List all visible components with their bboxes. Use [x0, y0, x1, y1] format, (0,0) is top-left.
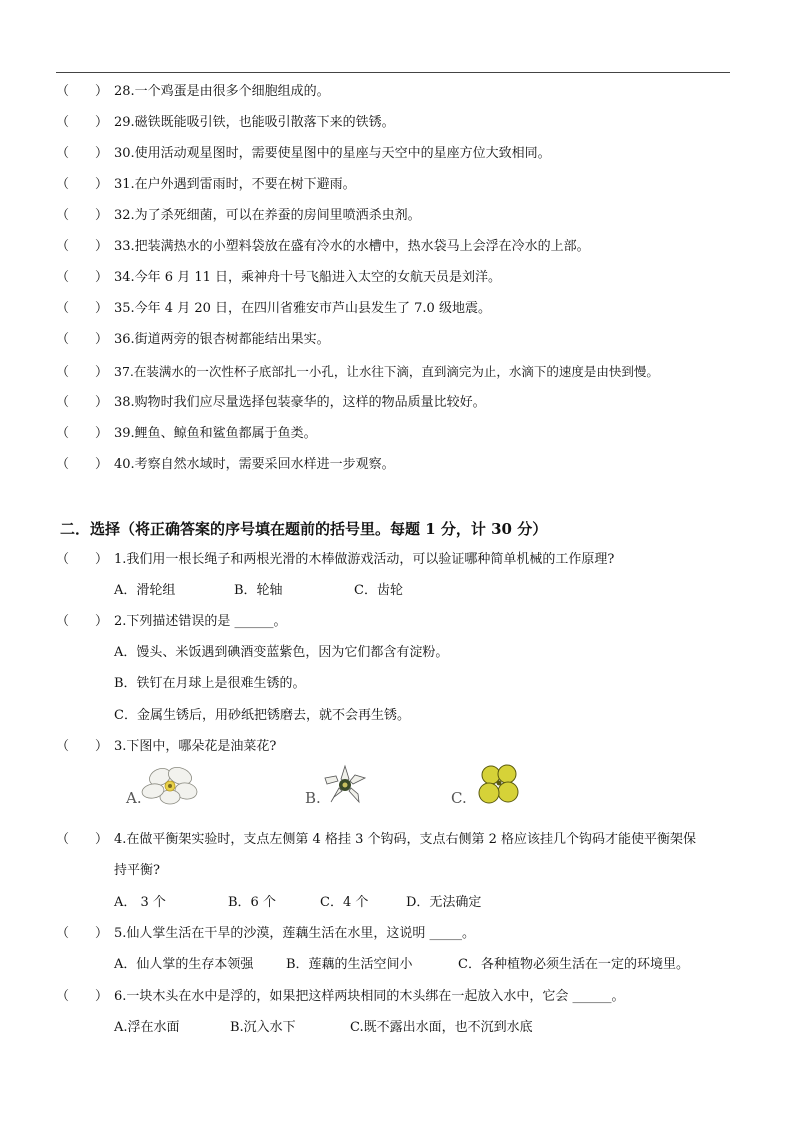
option-a[interactable]: A.浮在水面	[114, 1020, 180, 1035]
answer-blank[interactable]: （ ）	[56, 84, 109, 99]
question-text-continued: 持平衡?	[114, 863, 160, 878]
question-37	[56, 364, 659, 381]
question-text: 31.在户外遇到雷雨时，不要在树下避雨。	[114, 177, 356, 192]
answer-blank[interactable]: （ ）	[56, 301, 109, 316]
choice-question-5	[56, 926, 475, 942]
answer-blank[interactable]: （ ）	[56, 832, 109, 847]
choice-question-3	[56, 739, 276, 755]
option-c[interactable]: C．各种植物必须生活在一定的环境里。	[458, 957, 689, 972]
answer-blank[interactable]: （ ）	[56, 365, 109, 380]
answer-blank[interactable]: （ ）	[56, 146, 109, 161]
answer-blank[interactable]: （ ）	[56, 457, 109, 472]
flower-label-a[interactable]: A.	[126, 789, 142, 807]
answer-blank[interactable]: （ ）	[56, 208, 109, 223]
option-b[interactable]: B.沉入水下	[230, 1020, 296, 1035]
choice-question-1	[56, 552, 614, 568]
option-c[interactable]: C．齿轮	[354, 583, 403, 598]
options-row	[114, 583, 403, 599]
answer-blank[interactable]: （ ）	[56, 239, 109, 254]
option-c[interactable]: C．4 个	[320, 895, 369, 910]
question-text: 2.下列描述错误的是 ______。	[114, 614, 287, 629]
option-b[interactable]: B．铁钉在月球上是很难生锈的。	[114, 676, 306, 691]
flower-label-c[interactable]: C.	[451, 789, 467, 807]
question-36	[56, 332, 330, 348]
question-39	[56, 426, 317, 442]
choice-question-4	[56, 832, 696, 848]
answer-blank[interactable]: （ ）	[56, 614, 109, 629]
options-row	[114, 957, 689, 973]
options-row	[114, 895, 481, 911]
option-b[interactable]: B．6 个	[228, 895, 276, 910]
question-text: 4.在做平衡架实验时，支点左侧第 4 格挂 3 个钩码，支点右侧第 2 格应该挂几个钩码才能使平衡架保	[114, 832, 697, 847]
question-text: 40.考察自然水域时，需要采回水样进一步观察。	[114, 457, 395, 472]
choice-question-2	[56, 614, 287, 630]
question-29	[56, 115, 395, 131]
answer-blank[interactable]: （ ）	[56, 115, 109, 130]
question-40	[56, 457, 395, 473]
answer-blank[interactable]: （ ）	[56, 332, 109, 347]
flower-a-icon[interactable]	[140, 764, 198, 806]
option-b[interactable]: B．莲藕的生活空间小	[286, 957, 413, 972]
question-text: 5.仙人掌生活在干旱的沙漠，莲藕生活在水里，这说明 _____。	[114, 926, 476, 941]
choice-question-6	[56, 989, 625, 1005]
option-a[interactable]: A．仙人掌的生存本领强	[114, 957, 254, 972]
option-c[interactable]: C．金属生锈后，用砂纸把锈磨去，就不会再生锈。	[114, 708, 410, 723]
answer-blank[interactable]: （ ）	[56, 395, 109, 410]
question-text: 36.街道两旁的银杏树都能结出果实。	[114, 332, 330, 347]
question-text: 6.一块木头在水中是浮的，如果把这样两块相同的木头绑在一起放入水中，它会 ______。	[114, 989, 625, 1004]
answer-blank[interactable]: （ ）	[56, 270, 109, 285]
question-38	[56, 395, 486, 411]
answer-blank[interactable]: （ ）	[56, 926, 109, 941]
question-31	[56, 177, 356, 193]
question-text: 28.一个鸡蛋是由很多个细胞组成的。	[114, 84, 330, 99]
question-28	[56, 84, 330, 100]
flower-c-icon[interactable]	[474, 762, 522, 806]
answer-blank[interactable]: （ ）	[56, 177, 109, 192]
question-text: 3.下图中，哪朵花是油菜花?	[114, 739, 277, 754]
question-35	[56, 301, 491, 317]
question-text: 39.鲤鱼、鲸鱼和鲨鱼都属于鱼类。	[114, 426, 317, 441]
question-30	[56, 146, 551, 162]
question-text: 32.为了杀死细菌，可以在养蚕的房间里喷洒杀虫剂。	[114, 208, 421, 223]
answer-blank[interactable]: （ ）	[56, 989, 109, 1004]
answer-blank[interactable]: （ ）	[56, 739, 109, 754]
question-text: 37.在装满水的一次性杯子底部扎一小孔，让水往下滴，直到滴完为止，水滴下的速度是由快到慢。	[114, 364, 659, 379]
question-text: 1.我们用一根长绳子和两根光滑的木棒做游戏活动，可以验证哪种简单机械的工作原理?	[114, 552, 615, 567]
question-33	[56, 239, 590, 255]
answer-blank[interactable]: （ ）	[56, 552, 109, 567]
question-text: 29.磁铁既能吸引铁，也能吸引散落下来的铁锈。	[114, 115, 395, 130]
answer-blank[interactable]: （ ）	[56, 426, 109, 441]
option-a[interactable]: A．滑轮组	[114, 583, 176, 598]
question-text: 33.把装满热水的小塑料袋放在盛有冷水的水槽中，热水袋马上会浮在冷水的上部。	[114, 239, 590, 254]
question-text: 35.今年 4 月 20 日，在四川省雅安市芦山县发生了 7.0 级地震。	[114, 301, 491, 316]
flower-label-b[interactable]: B.	[305, 789, 321, 807]
question-34	[56, 270, 501, 286]
option-a[interactable]: A． 3 个	[114, 895, 166, 910]
option-b[interactable]: B．轮轴	[234, 583, 283, 598]
option-c[interactable]: C.既不露出水面，也不沉到水底	[350, 1020, 533, 1035]
question-text: 30.使用活动观星图时，需要使星图中的星座与天空中的星座方位大致相同。	[114, 146, 551, 161]
question-text: 34.今年 6 月 11 日，乘神舟十号飞船进入太空的女航天员是刘洋。	[114, 270, 502, 285]
option-a[interactable]: A．馒头、米饭遇到碘酒变蓝紫色，因为它们都含有淀粉。	[114, 645, 449, 660]
option-d[interactable]: D．无法确定	[406, 895, 482, 910]
header-rule	[56, 72, 730, 73]
question-text: 38.购物时我们应尽量选择包装豪华的，这样的物品质量比较好。	[114, 395, 486, 410]
options-row	[114, 1020, 533, 1036]
flower-b-icon[interactable]	[322, 764, 368, 806]
question-32	[56, 208, 421, 224]
section-title: 二．选择（将正确答案的序号填在题前的括号里。每题 1 分，计 30 分）	[60, 520, 548, 538]
